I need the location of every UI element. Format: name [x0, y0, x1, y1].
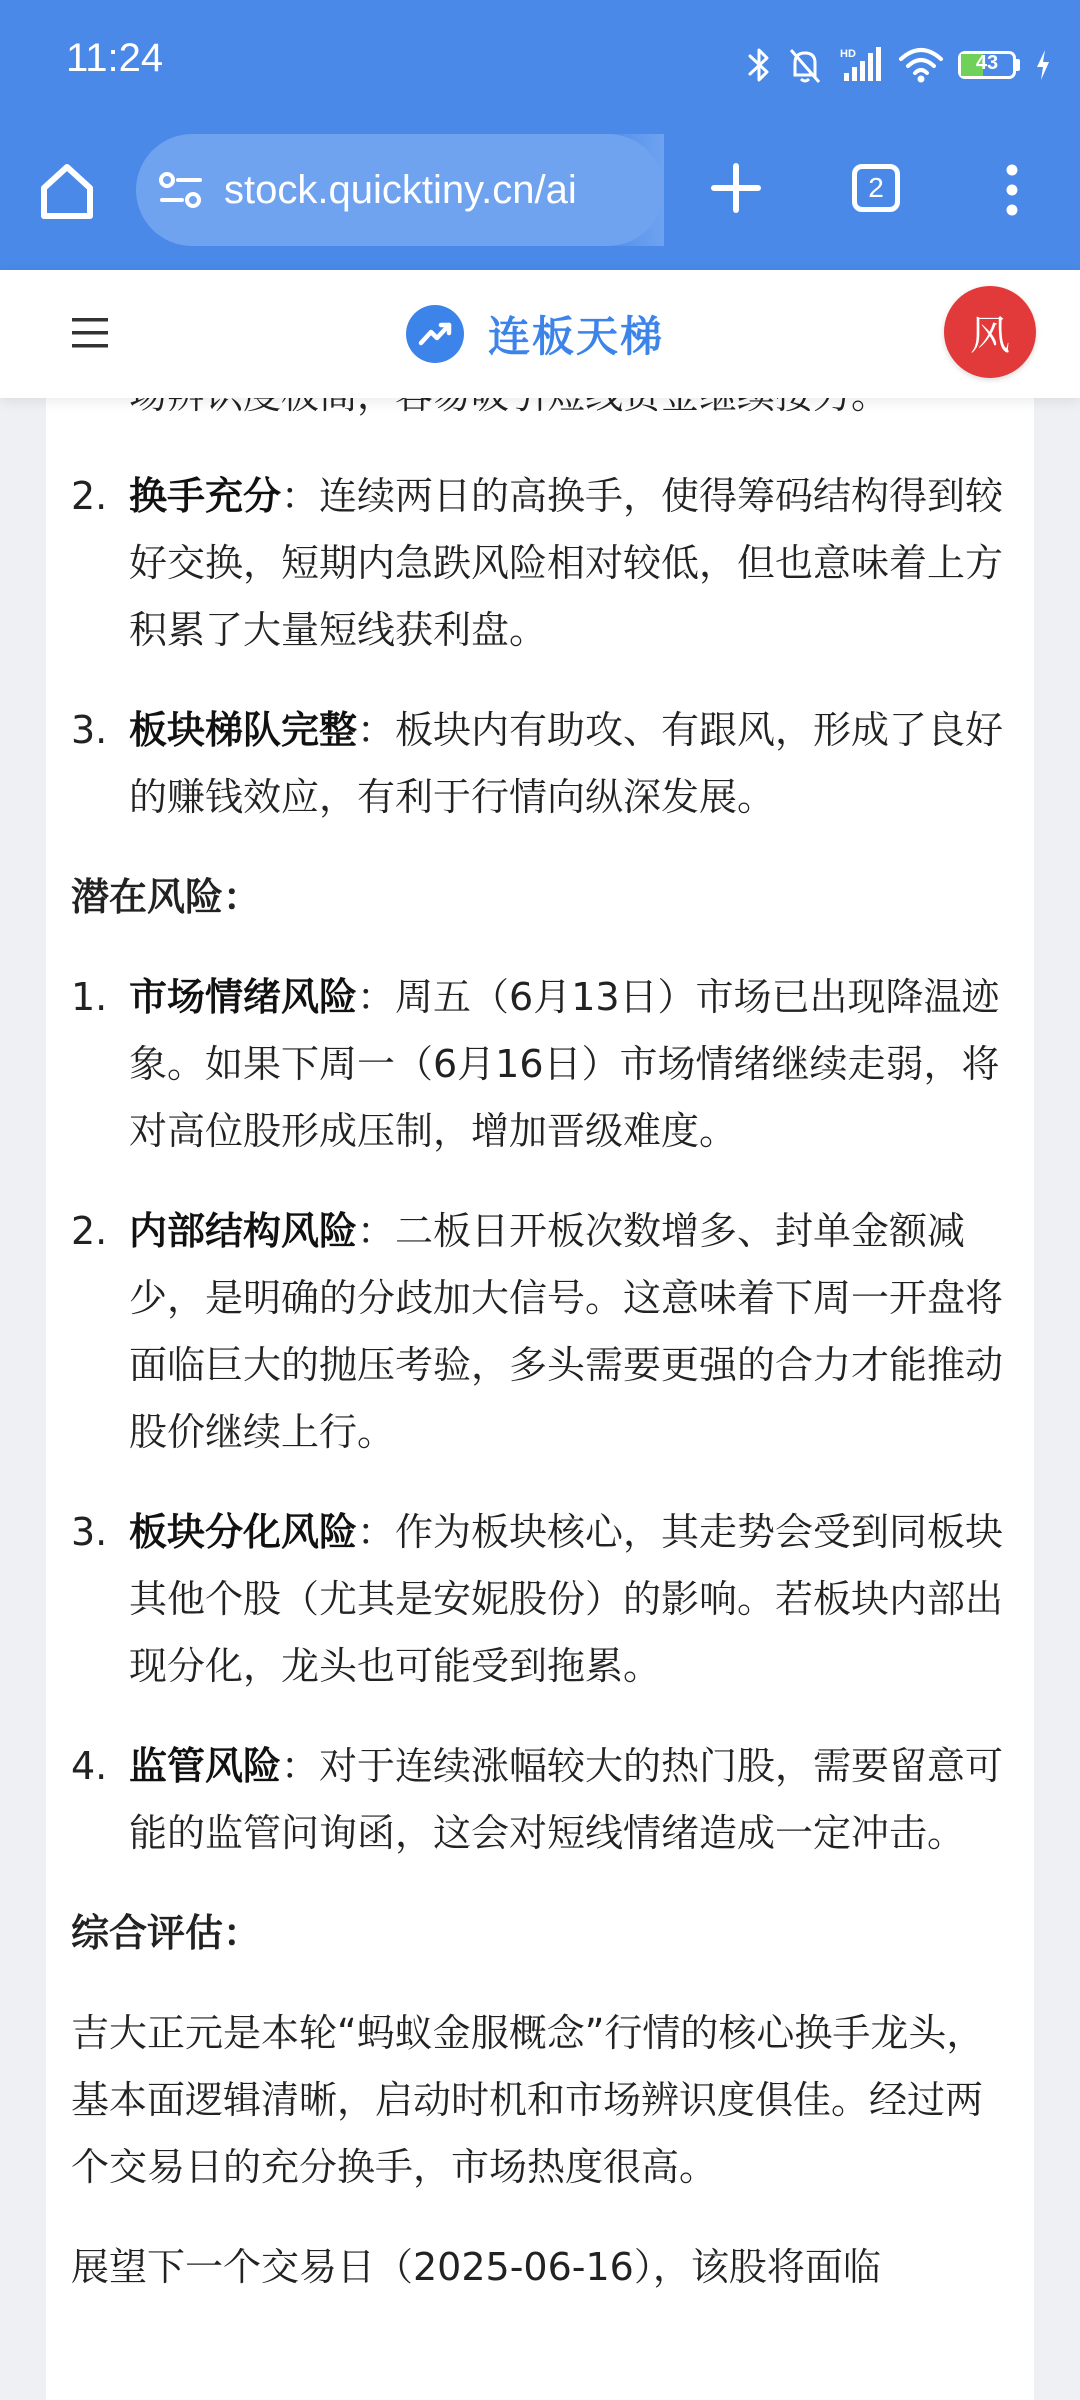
- risk-heading: 潜在风险：: [71, 875, 262, 919]
- list-item: 1. 市场情绪风险：周五（6月13日）市场已出现降温迹象。如果下周一（6月16日）市场情绪继续走弱，将对高位股形成压制，增加晋级难度。: [71, 975, 1000, 1153]
- signal-icon: [838, 45, 884, 85]
- mute-bell-icon: [786, 45, 824, 85]
- article-card: [46, 398, 1034, 2400]
- article-body: [71, 362, 1016, 2301]
- summary-paragraph: 吉大正元是本轮“蚂蚁金服概念”行情的核心换手龙头，基本面逻辑清晰，启动时机和市场辨识度俱佳。经过两个交易日的充分换手，市场热度很高。: [71, 2011, 985, 2189]
- new-tab-icon[interactable]: [708, 160, 764, 216]
- site-brand[interactable]: [406, 304, 664, 364]
- list-item: 3. 板块梯队完整：板块内有助攻、有跟风，形成了良好的赚钱效应，有利于行情向纵深发展。: [71, 708, 1004, 819]
- svg-text:HD: HD: [840, 48, 856, 60]
- site-header: [0, 270, 1080, 398]
- list-item: 2. 换手充分：连续两日的高换手，使得筹码结构得到较好交换，短期内急跌风险相对较低，但也意味着上方积累了大量短线获利盘。: [71, 474, 1004, 652]
- site-settings-icon[interactable]: [158, 170, 204, 210]
- url-bar[interactable]: [136, 134, 664, 246]
- charging-icon: [1034, 48, 1052, 82]
- list-item: 3. 板块分化风险：作为板块核心，其走势会受到同板块其他个股（尤其是安妮股份）的影响。若板块内部出现分化，龙头也可能受到拖累。: [71, 1510, 1004, 1688]
- status-icons: [746, 40, 1052, 90]
- list-item: 4. 监管风险：对于连续涨幅较大的热门股，需要留意可能的监管问询函，这会对短线情绪造成一定冲击。: [71, 1744, 1004, 1855]
- browser-toolbar: [0, 130, 1080, 270]
- status-bar: [0, 0, 1080, 130]
- summary-heading: 综合评估：: [71, 1911, 262, 1955]
- list-item: 2. 内部结构风险：二板日开板次数增多、封单金额减少，是明确的分歧加大信号。这意味着下周一开盘将面临巨大的抛压考验，多头需要更强的合力才能推动股价继续上行。: [71, 1209, 1004, 1454]
- trending-up-icon: [406, 305, 464, 363]
- battery-indicator: [958, 51, 1020, 79]
- site-title: 连板天梯: [488, 312, 665, 361]
- home-icon[interactable]: [34, 158, 100, 224]
- overflow-menu-icon[interactable]: [1000, 164, 1024, 216]
- status-time: 11:24: [66, 36, 164, 80]
- url-text[interactable]: stock.quicktiny.cn/ai: [224, 168, 577, 212]
- battery-level: 43: [975, 52, 999, 74]
- tab-switcher-button[interactable]: 2: [852, 164, 900, 212]
- user-avatar[interactable]: 风: [944, 286, 1036, 378]
- outlook-paragraph: 展望下一个交易日（2025-06-16），该股将面临: [71, 2245, 881, 2289]
- wifi-icon: [898, 45, 944, 85]
- bluetooth-icon: [746, 45, 772, 85]
- hamburger-menu-icon[interactable]: [70, 316, 110, 350]
